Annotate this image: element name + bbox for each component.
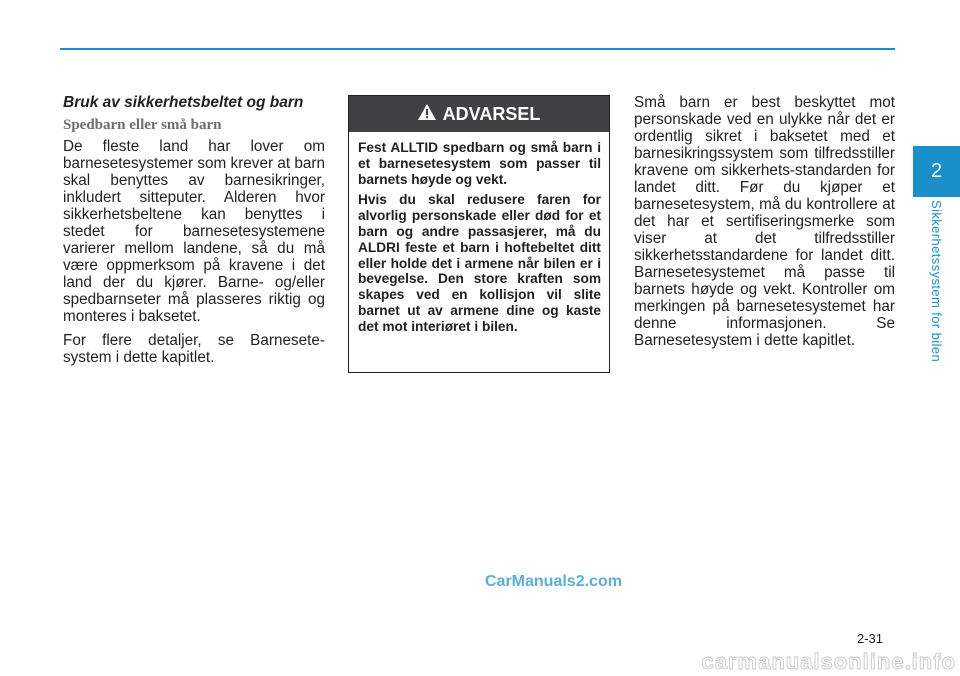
footer-watermark — [0, 648, 960, 676]
warning-body — [349, 132, 609, 335]
section-subheading: Spedbarn eller små barn — [63, 117, 222, 133]
chapter-number-tab — [913, 146, 960, 197]
left-column — [63, 94, 325, 373]
warning-paragraph: Fest ALLTID spedbarn og små barn i et barnesetesystem som passer til barnets høyde og vekt. — [358, 140, 601, 187]
body-paragraph: For flere detaljer, se Barnesete-system i dette kapitlet. — [63, 332, 325, 366]
footer-watermark-text: carmanualsonline.info — [701, 649, 956, 674]
warning-title: ADVARSEL — [442, 103, 541, 124]
chapter-number: 2 — [930, 160, 943, 182]
right-column — [634, 94, 895, 356]
body-paragraph: Små barn er best beskyttet mot personskade ved en ulykke når det er ordentlig sikret i baksetet med et barnesikringssystem som tilfredsstiller kravene om sikkerhets-standarden for landet ditt. Før du kjøper et barnesetesystem, må du kontrollere at det har et sertifiseringsmerke som viser at det tilfredsstiller sikkerhetsstandardene for landet ditt. Barnesetesystemet må passe til barnets høyde og vekt. Kontroller om merkingen på barnesetesystemet har denne informasjonen. Se Barnesetesystem i dette kapitlet. — [634, 94, 895, 349]
warning-triangle-icon — [418, 104, 436, 125]
top-rule — [60, 48, 895, 50]
section-heading: Bruk av sikkerhetsbeltet og barn — [63, 94, 304, 111]
warning-paragraph: Hvis du skal redusere faren for alvorlig personskade eller død for et barn og andre passasjerer, må du ALDRI feste et barn i hoftebeltet ditt eller holde det i armene når bilen er i bevegelse. Den store kraften som skapes ved en kollisjon vil slite barnet ut av armene dine og kaste det mot interiøret i bilen. — [358, 192, 601, 334]
watermark-link[interactable]: CarManuals2.com — [485, 573, 622, 590]
body-paragraph: De fleste land har lover om barnesetesystemer som krever at barn skal benyttes av barnesikringer, inkludert sitteputer. Alderen hvor sikkerhetsbeltene kan benyttes i stedet for barnesetesystemene varierer mellom landene, så du må være oppmerksom på kravene i det land der du kjører. Barne- og/eller spedbarnseter må plasseres riktig og monteres i baksetet. — [63, 138, 325, 325]
page-number: 2-31 — [857, 631, 884, 646]
warning-box — [348, 95, 610, 373]
warning-header — [349, 96, 609, 132]
chapter-title: Sikkerhetssystem for bilen — [929, 200, 944, 363]
